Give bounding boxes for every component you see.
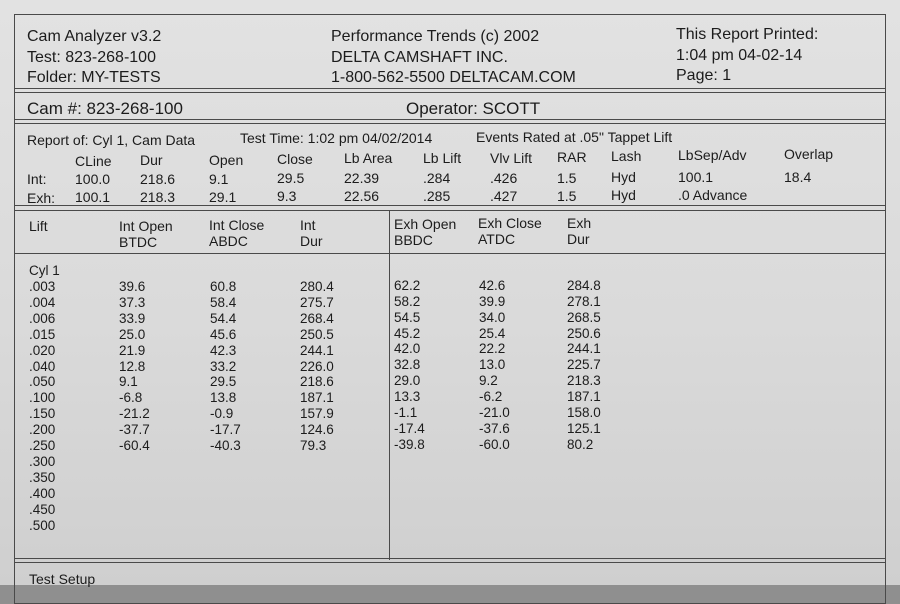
table-cell-eo: -39.8 — [394, 436, 425, 452]
table-cell-id: 268.4 — [300, 310, 334, 326]
summary-col-label: Lash — [611, 148, 642, 165]
header-page-number: Page: 1 — [676, 67, 732, 84]
table-cell-eo: -17.4 — [394, 420, 425, 436]
table-cell-eo: 54.5 — [394, 309, 421, 325]
header-folder: Folder: MY-TESTS — [27, 69, 161, 86]
header-test-id: Test: 823-268-100 — [27, 49, 156, 66]
table-cell-lift: .400 — [29, 485, 56, 501]
table-cell-ec: 13.0 — [479, 357, 506, 373]
table-cell-eo: 13.3 — [394, 389, 421, 405]
divider — [14, 562, 886, 563]
table-cell-lift: .100 — [29, 390, 56, 406]
table-cell-ec: -60.0 — [479, 436, 510, 452]
header-printed-label: This Report Printed: — [676, 26, 819, 43]
table-cell-lift: .300 — [29, 453, 56, 469]
table-cell-eo: 32.8 — [394, 357, 421, 373]
divider — [14, 92, 886, 93]
table-cell-io: 39.6 — [119, 279, 146, 294]
summary-int-value: 29.5 — [277, 170, 305, 187]
table-cell-lift: .040 — [29, 358, 56, 374]
table-cell-ec: -21.0 — [479, 405, 510, 420]
table-cell-io: 37.3 — [119, 294, 146, 310]
summary-int-value: 18.4 — [784, 169, 812, 185]
col-header-exh-close-sub: ATDC — [478, 231, 516, 247]
summary-int-value: 100.0 — [75, 171, 111, 187]
table-cell-ed: 284.8 — [567, 277, 601, 293]
table-cell-ic: -0.9 — [210, 406, 234, 422]
table-cell-ed: 244.1 — [567, 341, 601, 357]
divider — [14, 88, 886, 89]
table-cell-io: 33.9 — [119, 310, 146, 326]
summary-int-value: 9.1 — [209, 170, 229, 187]
summary-int-value: 218.6 — [140, 170, 176, 187]
row-label-exh: Exh: — [27, 190, 56, 206]
table-cell-ic: 54.4 — [210, 310, 237, 326]
header-company: DELTA CAMSHAFT INC. — [331, 49, 508, 66]
table-cell-eo: 45.2 — [394, 325, 421, 341]
table-cell-ec: 9.2 — [479, 373, 498, 389]
table-cell-id: 218.6 — [300, 374, 334, 390]
table-cell-lift: .200 — [29, 422, 56, 438]
summary-exh-value: 29.1 — [209, 188, 237, 205]
table-cell-ed: 187.1 — [567, 389, 601, 405]
table-cell-eo: -1.1 — [394, 405, 418, 420]
table-cell-id: 124.6 — [300, 422, 334, 438]
events-rated: Events Rated at .05" Tappet Lift — [476, 129, 673, 145]
table-cell-lift: .150 — [29, 406, 56, 422]
col-header-int-close-sub: ABDC — [209, 233, 248, 249]
summary-col-label: Dur — [140, 151, 163, 168]
table-cell-lift: .450 — [29, 501, 56, 517]
summary-exh-value: 9.3 — [277, 188, 297, 205]
table-cell-ec: 25.4 — [479, 325, 506, 341]
table-cell-id: 244.1 — [300, 342, 334, 358]
table-cell-id: 187.1 — [300, 390, 334, 406]
table-cell-ed: 80.2 — [567, 436, 594, 452]
table-cell-ic: 58.4 — [210, 294, 237, 310]
summary-col-label: LbSep/Adv — [678, 147, 747, 164]
table-cell-ec: 22.2 — [479, 341, 506, 357]
column-divider — [389, 210, 390, 560]
table-cell-ic: 29.5 — [210, 374, 237, 390]
table-cell-ec: -6.2 — [479, 389, 503, 405]
summary-int-value: 22.39 — [344, 170, 380, 187]
cam-number: Cam #: 823-268-100 — [27, 99, 183, 118]
summary-col-label: Vlv Lift — [490, 149, 533, 166]
table-cell-lift: .250 — [29, 438, 56, 453]
table-cell-ed: 268.5 — [567, 309, 601, 325]
table-cell-id: 275.7 — [300, 294, 334, 310]
table-cell-io: 21.9 — [119, 342, 146, 358]
table-cell-eo: 29.0 — [394, 373, 421, 389]
operator: Operator: SCOTT — [406, 99, 541, 118]
test-setup-heading: Test Setup — [29, 571, 96, 587]
table-cell-lift: .050 — [29, 374, 56, 390]
summary-col-label: Open — [209, 151, 244, 168]
row-label-int: Int: — [27, 171, 47, 187]
divider — [14, 123, 886, 124]
col-header-int-open: Int Open — [119, 218, 173, 234]
header-copyright: Performance Trends (c) 2002 — [331, 28, 540, 45]
summary-exh-value: Hyd — [611, 187, 636, 204]
divider — [14, 119, 886, 120]
table-cell-ic: 13.8 — [210, 390, 237, 406]
table-cell-ic: 45.6 — [210, 326, 237, 342]
summary-exh-value: 100.1 — [75, 189, 111, 205]
col-header-int-close: Int Close — [209, 217, 265, 233]
summary-exh-value: .427 — [490, 187, 518, 204]
table-cell-ec: -37.6 — [479, 420, 510, 436]
col-header-exh-close: Exh Close — [478, 215, 542, 231]
table-cell-ed: 158.0 — [567, 405, 601, 420]
col-header-exh-dur: Exh — [567, 215, 592, 231]
summary-int-value: .284 — [423, 170, 451, 186]
table-cell-ec: 42.6 — [479, 277, 506, 293]
divider — [14, 558, 886, 559]
table-cell-lift: .015 — [29, 326, 56, 342]
summary-int-value: Hyd — [611, 169, 636, 186]
table-cell-ic: 33.2 — [210, 358, 237, 374]
table-cell-lift: .004 — [29, 294, 56, 310]
table-cell-eo: 42.0 — [394, 341, 421, 357]
header-contact: 1-800-562-5500 DELTACAM.COM — [331, 69, 576, 86]
col-header-lift: Lift — [29, 218, 48, 234]
summary-int-value: 100.1 — [678, 169, 714, 186]
table-cell-io: -6.8 — [119, 390, 143, 406]
summary-exh-value: .0 Advance — [678, 187, 748, 204]
summary-exh-value: 22.56 — [344, 188, 380, 205]
table-cell-io: 12.8 — [119, 358, 146, 374]
table-cell-lift: .003 — [29, 279, 56, 294]
table-cell-id: 250.5 — [300, 326, 334, 342]
col-header-exh-open-sub: BBDC — [394, 232, 433, 248]
table-cell-ed: 250.6 — [567, 325, 601, 341]
table-cell-ic: -17.7 — [210, 422, 241, 438]
col-header-int-dur: Int — [300, 217, 316, 233]
col-header-exh-open: Exh Open — [394, 216, 457, 232]
divider — [14, 210, 886, 211]
table-cell-ed: 225.7 — [567, 357, 601, 373]
table-cell-ic: -40.3 — [210, 438, 241, 453]
table-cell-lift: .006 — [29, 310, 56, 326]
table-cell-ec: 34.0 — [479, 309, 506, 325]
table-cell-ic: 60.8 — [210, 279, 237, 294]
divider — [14, 205, 886, 206]
table-cell-id: 157.9 — [300, 406, 334, 422]
table-cell-ed: 218.3 — [567, 373, 601, 389]
summary-int-value: .426 — [490, 169, 518, 186]
header-printed-time: 1:04 pm 04-02-14 — [676, 47, 803, 64]
table-cell-ed: 278.1 — [567, 293, 601, 309]
header-app-name: Cam Analyzer v3.2 — [27, 28, 162, 45]
table-cell-eo: 62.2 — [394, 277, 421, 293]
table-cell-io: -21.2 — [119, 406, 150, 422]
summary-exh-value: .285 — [423, 188, 451, 204]
col-header-int-open-sub: BTDC — [119, 234, 158, 250]
table-cell-ic: 42.3 — [210, 342, 237, 358]
col-header-exh-dur-sub: Dur — [567, 231, 590, 247]
table-cell-lift: .020 — [29, 342, 56, 358]
table-cell-id: 226.0 — [300, 358, 334, 374]
summary-exh-value: 218.3 — [140, 188, 176, 205]
summary-col-label: RAR — [557, 148, 587, 165]
report-of: Report of: Cyl 1, Cam Data — [27, 132, 196, 148]
table-cell-io: 9.1 — [119, 374, 138, 390]
table-cell-io: 25.0 — [119, 326, 146, 342]
summary-exh-value: 1.5 — [557, 187, 577, 204]
test-time: Test Time: 1:02 pm 04/02/2014 — [240, 130, 433, 146]
summary-col-label: CLine — [75, 153, 112, 169]
summary-col-label: Overlap — [784, 146, 834, 162]
summary-col-label: Close — [277, 151, 313, 168]
table-cell-ed: 125.1 — [567, 420, 601, 436]
table-cell-lift: .350 — [29, 469, 56, 485]
col-header-int-dur-sub: Dur — [300, 233, 323, 249]
table-cell-id: 280.4 — [300, 279, 334, 294]
divider — [14, 253, 886, 254]
table-cell-lift: .500 — [29, 517, 56, 533]
table-cell-ec: 39.9 — [479, 293, 506, 309]
table-cell-io: -60.4 — [119, 438, 150, 453]
summary-col-label: Lb Lift — [423, 150, 462, 166]
table-cell-io: -37.7 — [119, 422, 150, 438]
summary-col-label: Lb Area — [344, 150, 393, 167]
cylinder-label: Cyl 1 — [29, 263, 60, 278]
summary-int-value: 1.5 — [557, 169, 577, 186]
table-cell-id: 79.3 — [300, 438, 327, 453]
table-cell-eo: 58.2 — [394, 293, 421, 309]
